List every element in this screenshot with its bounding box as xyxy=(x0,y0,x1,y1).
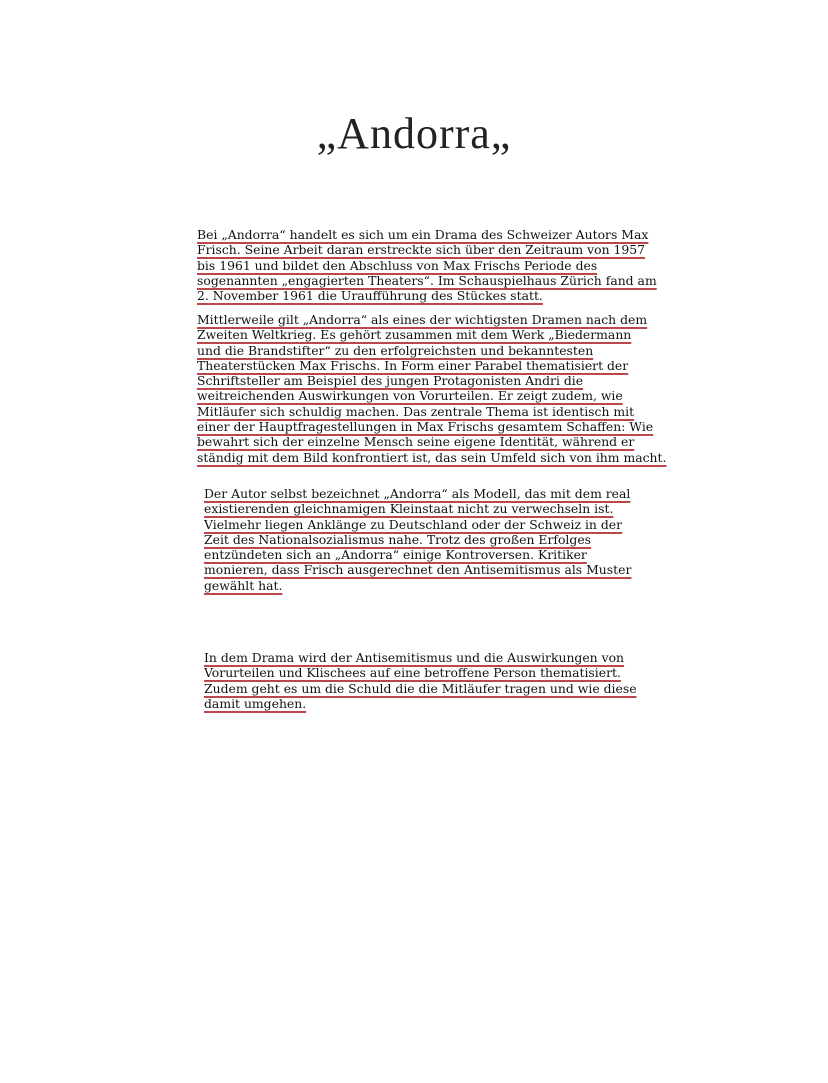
text-line: ständig mit dem Bild konfrontiert ist, das sein Umfeld sich von ihm macht. xyxy=(197,449,667,465)
text-line: 2. November 1961 die Uraufführung des Stückes statt. xyxy=(197,288,543,304)
text-line: existierenden gleichnamigen Kleinstaat nicht zu verwechseln ist. xyxy=(204,501,614,517)
text-line: weitreichenden Auswirkungen von Vorurteilen. Er zeigt zudem, wie xyxy=(197,388,623,404)
text-line: Zweiten Weltkrieg. Es gehört zusammen mit dem Werk „Biedermann xyxy=(197,327,632,343)
paragraph-themes xyxy=(204,650,637,711)
text-line: bewahrt sich der einzelne Mensch seine eigene Identität, während er xyxy=(197,434,635,450)
text-line: Bei „Andorra“ handelt es sich um ein Drama des Schweizer Autors Max xyxy=(197,227,649,242)
text-line: sogenannten „engagierten Theaters“. Im Schauspielhaus Zürich fand am xyxy=(197,272,657,288)
text-line: gewählt hat. xyxy=(204,577,283,593)
text-line: Zudem geht es um die Schuld die die Mitläufer tragen und wie diese xyxy=(204,680,637,696)
text-line: Vielmehr liegen Anklänge zu Deutschland oder der Schweiz in der xyxy=(204,516,623,532)
text-line: entzündeten sich an „Andorra“ einige Kontroversen. Kritiker xyxy=(204,547,587,563)
paragraph-significance xyxy=(197,312,666,465)
text-line: Der Autor selbst bezeichnet „Andorra“ als Modell, das mit dem real xyxy=(204,486,631,501)
text-line: Vorurteilen und Klischees auf eine betroffene Person thematisiert. xyxy=(204,665,621,681)
paragraph-intro xyxy=(197,227,657,303)
text-line: damit umgehen. xyxy=(204,695,307,711)
text-line: bis 1961 und bildet den Abschluss von Max Frischs Periode des xyxy=(197,257,598,273)
text-line: Theaterstücken Max Frischs. In Form einer Parabel thematisiert der xyxy=(197,357,629,373)
paragraph-model xyxy=(204,486,631,593)
text-line: Mittlerweile gilt „Andorra“ als eines der wichtigsten Dramen nach dem xyxy=(197,312,648,327)
document-title: „Andorra„ xyxy=(316,109,512,158)
text-line: Mitläufer sich schuldig machen. Das zentrale Thema ist identisch mit xyxy=(197,403,635,419)
text-line: In dem Drama wird der Antisemitismus und die Auswirkungen von xyxy=(204,650,625,665)
text-line: Frisch. Seine Arbeit daran erstreckte sich über den Zeitraum von 1957 xyxy=(197,242,646,258)
text-line: monieren, dass Frisch ausgerechnet den Antisemitismus als Muster xyxy=(204,562,632,578)
text-line: Schriftsteller am Beispiel des jungen Protagonisten Andri die xyxy=(197,373,584,389)
text-line: einer der Hauptfragestellungen in Max Frischs gesamtem Schaffen: Wie xyxy=(197,419,654,435)
text-line: und die Brandstifter“ zu den erfolgreichsten und bekanntesten xyxy=(197,342,594,358)
text-line: Zeit des Nationalsozialismus nahe. Trotz des großen Erfolges xyxy=(204,531,592,547)
